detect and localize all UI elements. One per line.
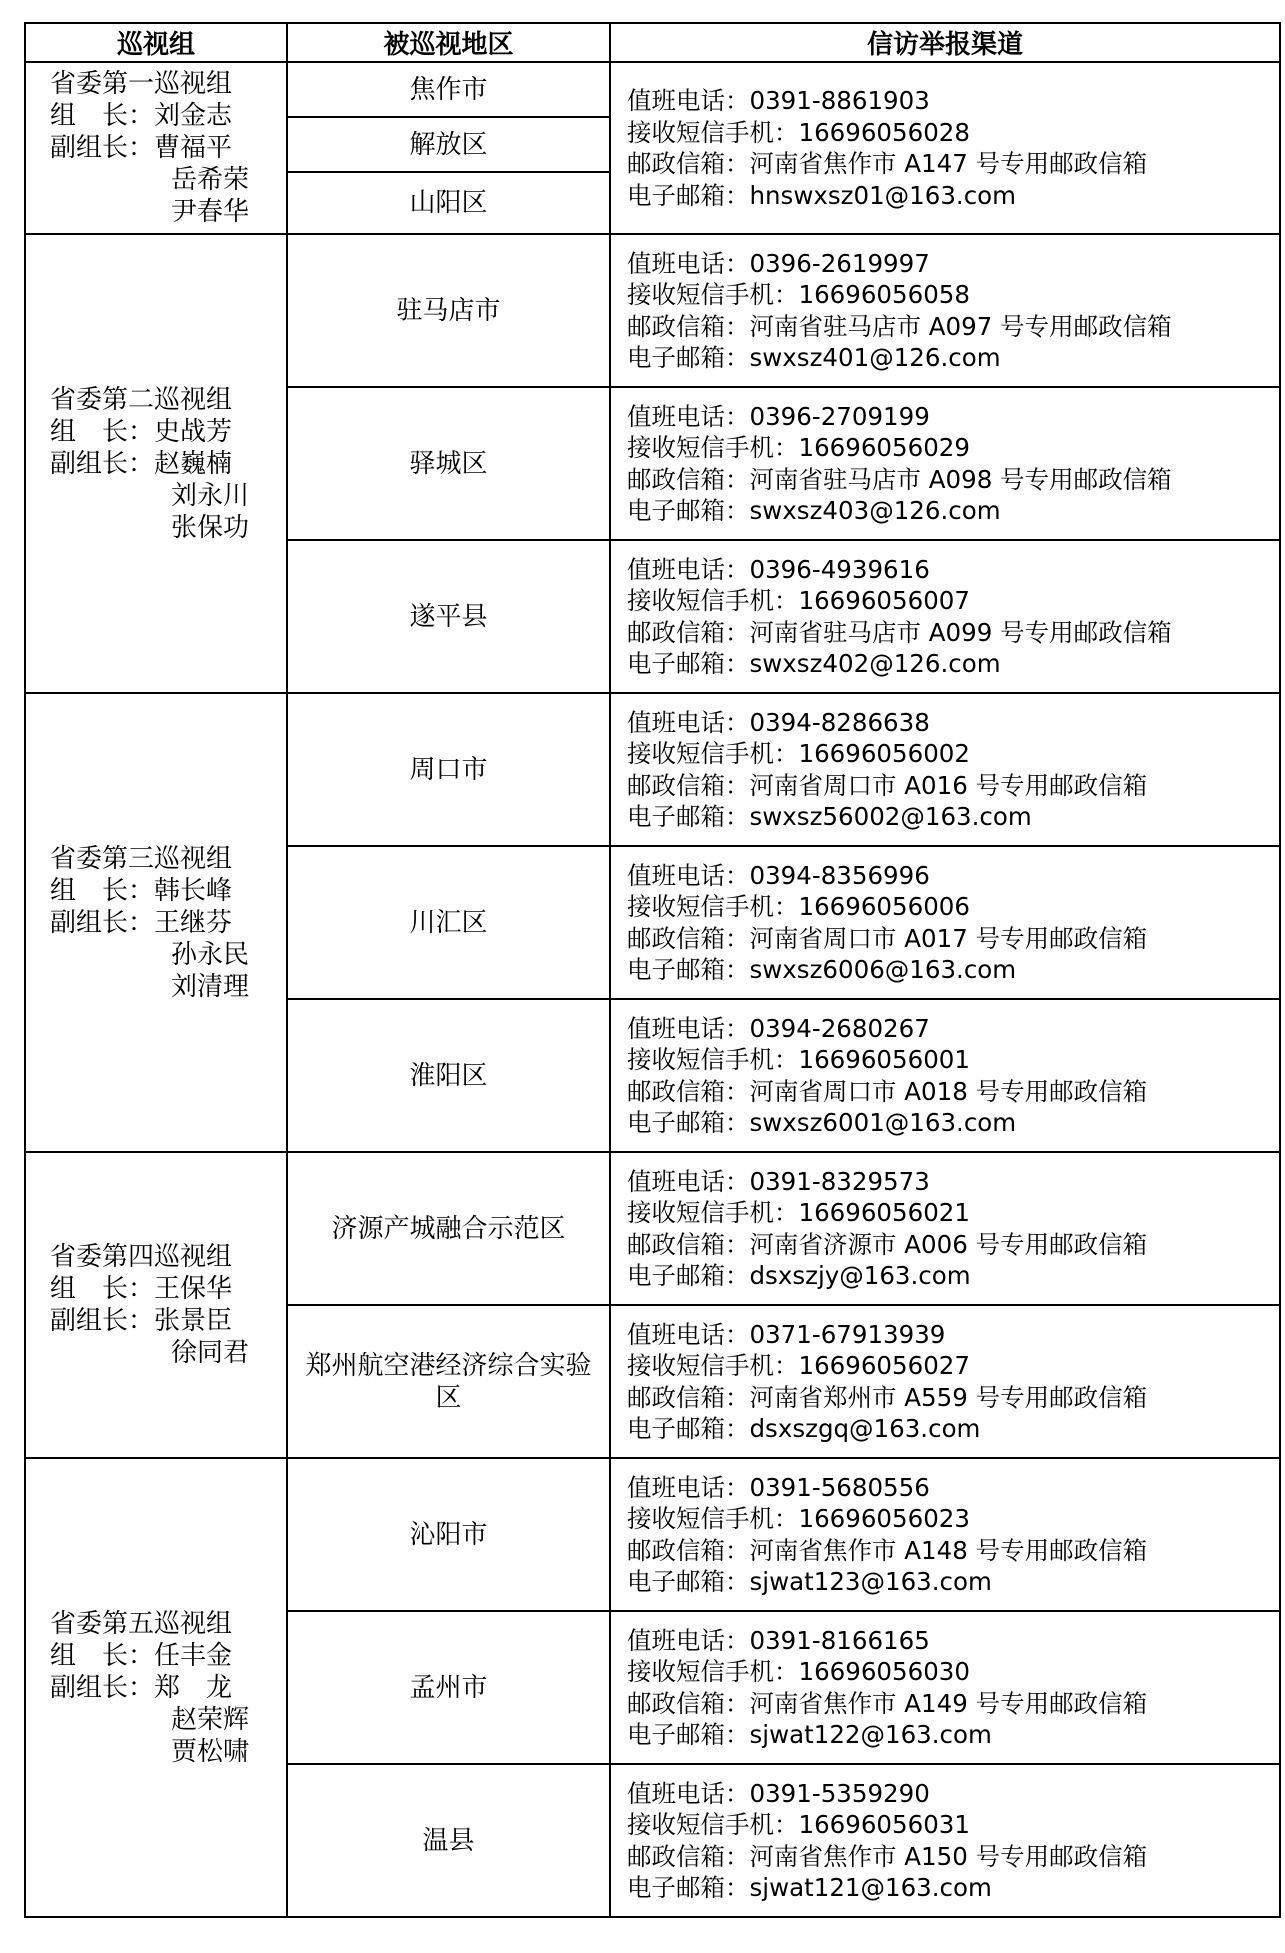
duty-phone: 值班电话：0396-4939616 <box>627 554 930 584</box>
group-deputy: 岳希荣 <box>171 165 250 195</box>
header-inspection-group: 巡视组 <box>25 23 287 62</box>
inspection-contact-table <box>24 22 1281 1918</box>
group-name: 省委第四巡视组 <box>50 1242 233 1272</box>
postal-mailbox: 邮政信箱：河南省郑州市 A559 号专用邮政信箱 <box>627 1382 1148 1412</box>
group-deputy: 副组长：王继芬 <box>50 907 233 938</box>
email-address: 电子邮箱：dsxszjy@163.com <box>627 1261 971 1290</box>
email-address: 电子邮箱：sjwat122@163.com <box>627 1720 992 1749</box>
group-deputy: 副组长：赵巍楠 <box>50 448 233 479</box>
region-name: 郑州航空港经济综合实验区 <box>287 1305 610 1458</box>
sms-phone: 接收短信手机：16696056027 <box>627 1351 970 1380</box>
region-name: 焦作市 <box>287 62 610 117</box>
region-name: 沁阳市 <box>287 1458 610 1611</box>
duty-phone: 值班电话：0391-8166165 <box>627 1625 930 1655</box>
postal-mailbox: 邮政信箱：河南省济源市 A006 号专用邮政信箱 <box>627 1229 1148 1259</box>
region-name: 川汇区 <box>287 846 610 999</box>
region-name: 淮阳区 <box>287 999 610 1152</box>
email-address: 电子邮箱：swxsz403@126.com <box>627 496 1001 525</box>
postal-mailbox: 邮政信箱：河南省周口市 A018 号专用邮政信箱 <box>627 1076 1148 1106</box>
sms-phone: 接收短信手机：16696056002 <box>627 739 970 768</box>
region-name: 解放区 <box>287 117 610 172</box>
group-cell-5 <box>25 1458 287 1917</box>
region-name: 温县 <box>287 1764 610 1917</box>
postal-mailbox: 邮政信箱：河南省焦作市 A147 号专用邮政信箱 <box>627 149 1148 178</box>
duty-phone: 值班电话：0394-8356996 <box>627 860 930 890</box>
group-leader: 组 长：刘金志 <box>50 101 233 131</box>
group-leader: 组 长：韩长峰 <box>50 875 233 906</box>
sms-phone: 接收短信手机：16696056058 <box>627 280 970 309</box>
sms-phone: 接收短信手机：16696056006 <box>627 892 970 921</box>
group-deputy: 赵荣辉 <box>171 1704 250 1735</box>
group-deputy: 徐同君 <box>171 1338 250 1368</box>
header-inspected-region: 被巡视地区 <box>287 23 610 62</box>
group-leader: 组 长：王保华 <box>50 1274 233 1304</box>
email-address: 电子邮箱：swxsz402@126.com <box>627 649 1001 678</box>
group-name: 省委第三巡视组 <box>50 843 233 874</box>
group-cell-4 <box>25 1152 287 1458</box>
contact-info <box>610 540 1280 693</box>
header-report-channels: 信访举报渠道 <box>610 23 1280 62</box>
region-name: 周口市 <box>287 693 610 846</box>
group-cell-1 <box>25 62 287 234</box>
contact-info <box>610 234 1280 387</box>
sms-phone: 接收短信手机：16696056031 <box>627 1810 970 1839</box>
group-deputy: 孙永民 <box>171 939 250 970</box>
region-name: 驻马店市 <box>287 234 610 387</box>
group-deputy: 副组长：张景臣 <box>50 1306 233 1336</box>
duty-phone: 值班电话：0396-2709199 <box>627 401 930 431</box>
sms-phone: 接收短信手机：16696056021 <box>627 1198 970 1227</box>
duty-phone: 值班电话：0391-5680556 <box>627 1472 930 1502</box>
email-address: 电子邮箱：sjwat123@163.com <box>627 1567 992 1596</box>
group-cell-2 <box>25 234 287 693</box>
table-row <box>25 1458 1280 1611</box>
postal-mailbox: 邮政信箱：河南省焦作市 A150 号专用邮政信箱 <box>627 1841 1148 1871</box>
postal-mailbox: 邮政信箱：河南省驻马店市 A097 号专用邮政信箱 <box>627 311 1172 341</box>
sms-phone: 接收短信手机：16696056028 <box>627 117 970 147</box>
group-cell-3 <box>25 693 287 1152</box>
email-address: 电子邮箱：dsxszgq@163.com <box>627 1414 981 1443</box>
postal-mailbox: 邮政信箱：河南省焦作市 A149 号专用邮政信箱 <box>627 1688 1148 1718</box>
email-address: 电子邮箱：swxsz6006@163.com <box>627 955 1017 984</box>
group-leader: 组 长：史战芳 <box>50 416 233 447</box>
postal-mailbox: 邮政信箱：河南省驻马店市 A098 号专用邮政信箱 <box>627 464 1172 494</box>
group-deputy: 副组长：曹福平 <box>50 133 233 163</box>
sms-phone: 接收短信手机：16696056030 <box>627 1657 970 1686</box>
contact-info <box>610 693 1280 846</box>
table-row <box>25 62 1280 117</box>
postal-mailbox: 邮政信箱：河南省周口市 A017 号专用邮政信箱 <box>627 923 1148 953</box>
table-row <box>25 1152 1280 1305</box>
contact-info <box>610 62 1280 234</box>
email-address: 电子邮箱：swxsz6001@163.com <box>627 1108 1017 1137</box>
contact-info <box>610 1611 1280 1764</box>
sms-phone: 接收短信手机：16696056007 <box>627 586 970 615</box>
sms-phone: 接收短信手机：16696056001 <box>627 1045 970 1074</box>
group-deputy: 张保功 <box>171 512 250 543</box>
duty-phone: 值班电话：0391-5359290 <box>627 1778 930 1808</box>
contact-info <box>610 846 1280 999</box>
group-deputy: 尹春华 <box>171 197 250 227</box>
postal-mailbox: 邮政信箱：河南省周口市 A016 号专用邮政信箱 <box>627 770 1148 800</box>
sms-phone: 接收短信手机：16696056023 <box>627 1504 970 1533</box>
contact-info <box>610 1305 1280 1458</box>
duty-phone: 值班电话：0394-2680267 <box>627 1013 930 1043</box>
duty-phone: 值班电话：0396-2619997 <box>627 248 930 278</box>
region-name: 驿城区 <box>287 387 610 540</box>
duty-phone: 值班电话：0391-8329573 <box>627 1166 930 1196</box>
region-name: 山阳区 <box>287 172 610 234</box>
contact-info <box>610 1458 1280 1611</box>
table-row <box>25 693 1280 846</box>
group-deputy: 副组长：郑 龙 <box>50 1672 233 1703</box>
region-name: 济源产城融合示范区 <box>287 1152 610 1305</box>
postal-mailbox: 邮政信箱：河南省驻马店市 A099 号专用邮政信箱 <box>627 617 1172 647</box>
group-deputy: 贾松啸 <box>171 1736 250 1767</box>
duty-phone: 值班电话：0394-8286638 <box>627 707 930 737</box>
group-deputy: 刘永川 <box>171 480 250 511</box>
group-leader: 组 长：任丰金 <box>50 1640 233 1671</box>
postal-mailbox: 邮政信箱：河南省焦作市 A148 号专用邮政信箱 <box>627 1535 1148 1565</box>
email-address: 电子邮箱：swxsz56002@163.com <box>627 802 1032 831</box>
inspection-table-container <box>24 22 1279 1918</box>
group-name: 省委第五巡视组 <box>50 1608 233 1639</box>
email-address: 电子邮箱：swxsz401@126.com <box>627 343 1001 372</box>
duty-phone: 值班电话：0371-67913939 <box>627 1319 946 1349</box>
table-row <box>25 234 1280 387</box>
contact-info <box>610 1764 1280 1917</box>
region-name: 孟州市 <box>287 1611 610 1764</box>
group-name: 省委第二巡视组 <box>50 384 233 415</box>
region-name: 遂平县 <box>287 540 610 693</box>
email-address: 电子邮箱：hnswxsz01@163.com <box>627 180 1017 210</box>
contact-info <box>610 999 1280 1152</box>
group-deputy: 刘清理 <box>171 971 250 1002</box>
contact-info <box>610 387 1280 540</box>
contact-info <box>610 1152 1280 1305</box>
email-address: 电子邮箱：sjwat121@163.com <box>627 1873 992 1902</box>
duty-phone: 值班电话：0391-8861903 <box>627 86 930 115</box>
sms-phone: 接收短信手机：16696056029 <box>627 433 970 462</box>
table-header-row <box>25 23 1280 62</box>
group-name: 省委第一巡视组 <box>50 69 233 99</box>
